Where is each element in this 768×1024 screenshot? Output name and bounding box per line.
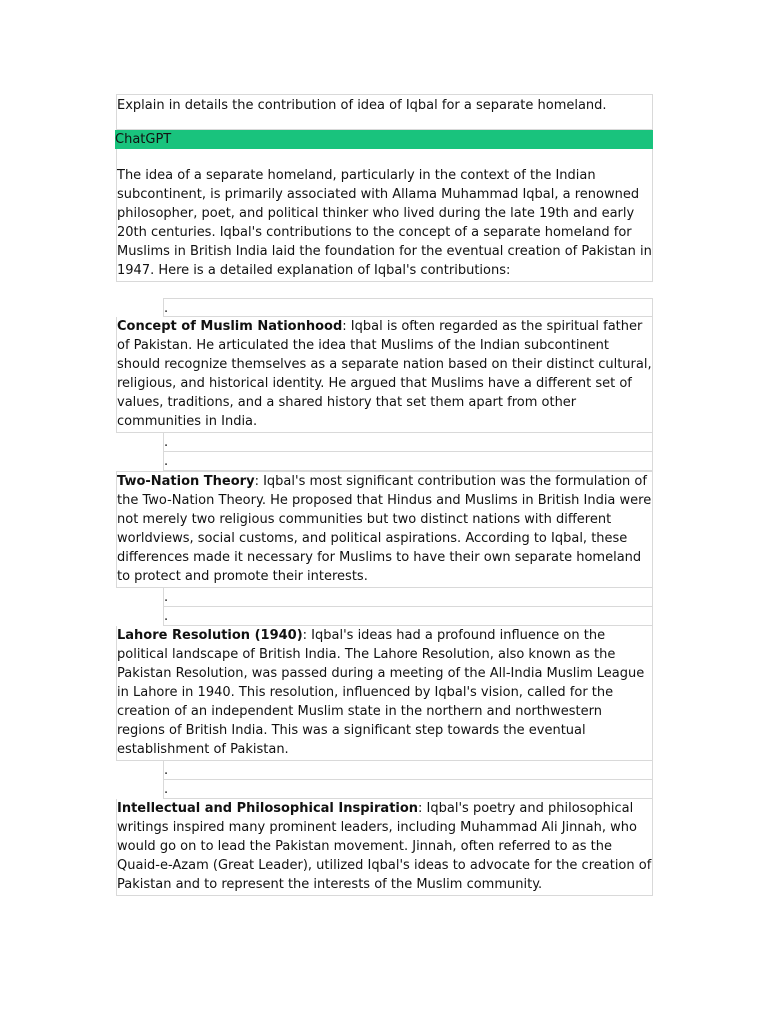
list-item — [116, 799, 653, 896]
point-text: : Iqbal's ideas had a profound influence on the political landscape of British India. The Lahore Resolution, also known as the Pakistan Resolution, was passed during a meeting of the All-India Muslim League in Lahore in 1940. This resolution, influenced by Iqbal's vision, called for the creation of an independent Muslim state in the northern and northwestern regions of British India. This was a significant step towards the eventual establishment of Pakistan. — [117, 628, 645, 757]
responder-label: ChatGPT — [115, 132, 172, 147]
responder-label-bar — [115, 130, 653, 149]
point-title: Two-Nation Theory — [117, 474, 255, 489]
point-text: : Iqbal is often regarded as the spiritual father of Pakistan. He articulated the idea that Muslims of the Indian subcontinent should recognize themselves as a separate nation based on their distinct cultural, religious, and historical identity. He argued that Muslims have a different set of values, traditions, and a shared history that set them apart from other communities in India. — [117, 319, 652, 429]
question-text: Explain in details the contribution of idea of Iqbal for a separate homeland. — [117, 98, 607, 113]
bullet-marker: . — [163, 607, 653, 626]
list-item — [116, 317, 653, 433]
bullet-marker: . — [163, 298, 653, 317]
bullet-marker: . — [163, 761, 653, 780]
list-item — [116, 626, 653, 761]
bullet-marker: . — [163, 588, 653, 607]
document-page — [116, 94, 653, 896]
bullet-marker: . — [163, 452, 653, 471]
intro-block — [116, 149, 653, 282]
bullet-marker: . — [163, 433, 653, 452]
point-text: : Iqbal's poetry and philosophical writings inspired many prominent leaders, including Muhammad Ali Jinnah, who would go on to lead the Pakistan movement. Jinnah, often referred to as the Quaid-e-Azam (Great Leader), utilized Iqbal's ideas to advocate for the creation of Pakistan and to represent the interests of the Muslim community. — [117, 801, 652, 892]
question-block — [116, 94, 653, 130]
list-item — [116, 471, 653, 588]
bullet-marker: . — [163, 780, 653, 799]
point-text: : Iqbal's most significant contribution was the formulation of the Two-Nation Theory. He proposed that Hindus and Muslims in British India were not merely two religious communities but two distinct nations with different worldviews, social customs, and political aspirations. According to Iqbal, these differences made it necessary for Muslims to have their own separate homeland to protect and promote their interests. — [117, 474, 652, 584]
point-title: Concept of Muslim Nationhood — [117, 319, 343, 334]
intro-text: The idea of a separate homeland, particularly in the context of the Indian subcontinent, is primarily associated with Allama Muhammad Iqbal, a renowned philosopher, poet, and political thinker who lived during the late 19th and early 20th centuries. Iqbal's contributions to the concept of a separate homeland for Muslims in British India laid the foundation for the eventual creation of Pakistan in 1947. Here is a detailed explanation of Iqbal's contributions: — [117, 168, 652, 278]
point-title: Lahore Resolution (1940) — [117, 628, 303, 643]
point-title: Intellectual and Philosophical Inspiration — [117, 801, 419, 816]
